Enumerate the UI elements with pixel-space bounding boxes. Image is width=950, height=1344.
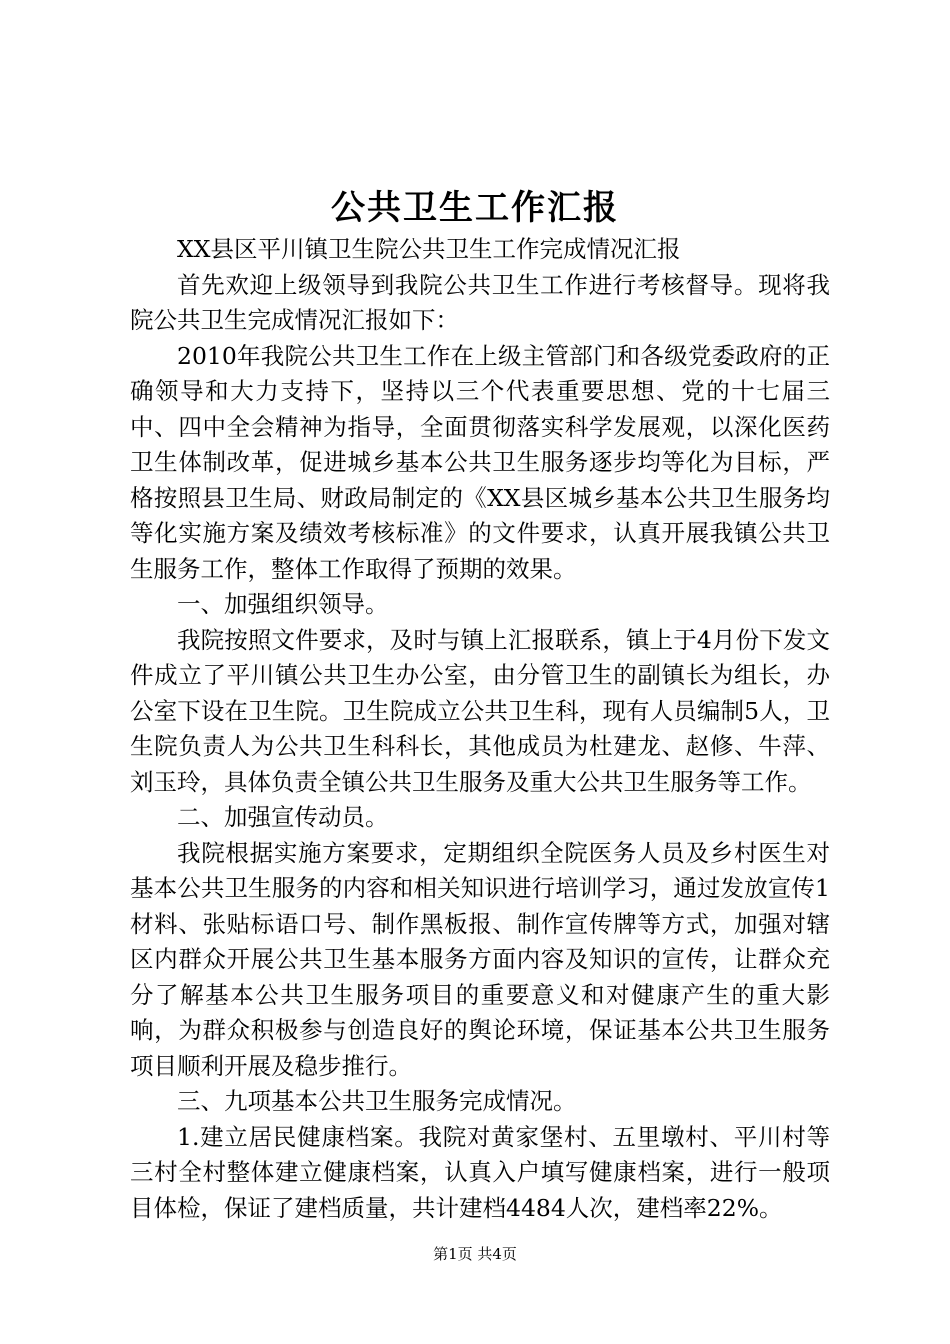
paragraph-subtitle: XX县区平川镇卫生院公共卫生工作完成情况汇报 [177, 235, 681, 263]
section-heading-3: 三、九项基本公共卫生服务完成情况。 [177, 1087, 577, 1115]
section-heading-2: 二、加强宣传动员。 [177, 803, 389, 831]
section-heading-1: 一、加强组织领导。 [177, 590, 389, 618]
paragraph-intro: 首先欢迎上级领导到我院公共卫生工作进行考核督导。现将我院公共卫生完成情况汇报如下： [130, 270, 830, 334]
page-number-footer: 第1页 共4页 [433, 1245, 517, 1263]
paragraph-section-2: 我院根据实施方案要求，定期组织全院医务人员及乡村医生对基本公共卫生服务的内容和相关知识进行培训学习，通过发放宣传1材料、张贴标语口号、制作黑板报、制作宣传牌等方式，加强对辖区内群众开展公共卫生基本服务方面内容及知识的宣传，让群众充分了解基本公共卫生服务项目的重要意义和对健康产生的重大影响，为群众积极参与创造良好的舆论环境，保证基本公共卫生服务项目顺利开展及稳步推行。 [130, 838, 830, 1080]
paragraph-section-1: 我院按照文件要求，及时与镇上汇报联系，镇上于4月份下发文件成立了平川镇公共卫生办公室，由分管卫生的副镇长为组长，办公室下设在卫生院。卫生院成立公共卫生科，现有人员编制5人，卫生院负责人为公共卫生科科长，其他成员为杜建龙、赵修、牛萍、刘玉玲，具体负责全镇公共卫生服务及重大公共卫生服务等工作。 [130, 625, 830, 796]
document-title: 公共卫生工作汇报 [331, 188, 619, 228]
paragraph-overview: 2010年我院公共卫生工作在上级主管部门和各级党委政府的正确领导和大力支持下，坚持以三个代表重要思想、党的十七届三中、四中全会精神为指导，全面贯彻落实科学发展观，以深化医药卫生体制改革，促进城乡基本公共卫生服务逐步均等化为目标，严格按照县卫生局、财政局制定的《XX县区城乡基本公共卫生服务均等化实施方案及绩效考核标准》的文件要求，认真开展我镇公共卫生服务工作，整体工作取得了预期的效果。 [130, 341, 830, 583]
paragraph-section-3-item-1: 1.建立居民健康档案。我院对黄家堡村、五里墩村、平川村等三村全村整体建立健康档案，认真入户填写健康档案，进行一般项目体检，保证了建档质量，共计建档4484人次，建档率22%。 [130, 1122, 830, 1222]
document-body [130, 232, 830, 1226]
